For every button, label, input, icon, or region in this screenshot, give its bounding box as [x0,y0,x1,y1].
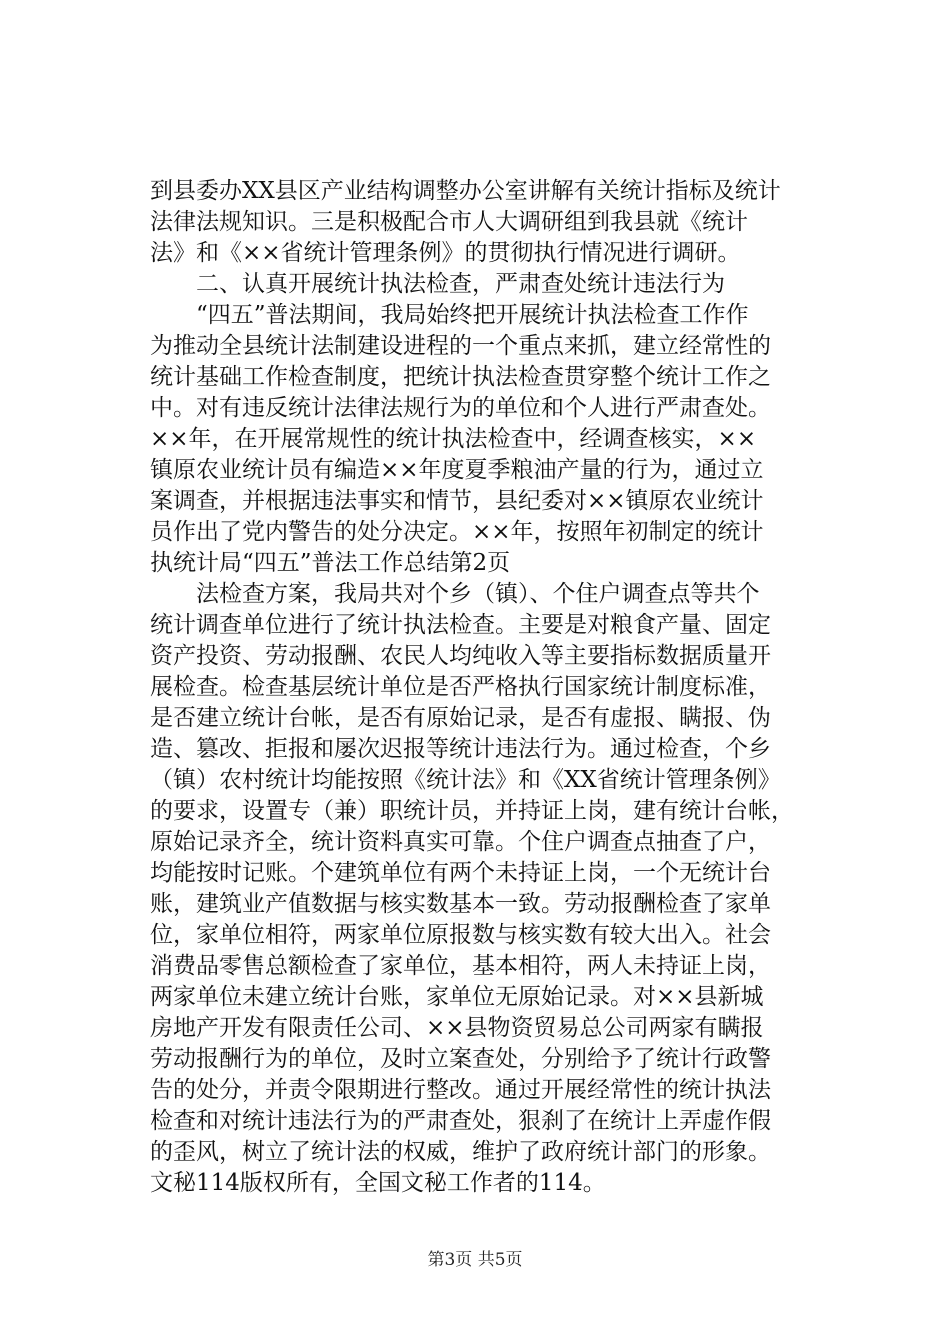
text-line: 告的处分，并责令限期进行整改。通过开展经常性的统计执法 [150,1077,771,1103]
text-line: 的要求，设置专（兼）职统计员，并持证上岗，建有统计台帐， [150,798,794,824]
text-line: 均能按时记账。个建筑单位有两个未持证上岗，一个无统计台 [150,860,771,886]
text-line: 两家单位未建立统计台账，家单位无原始记录。对××县新城 [150,984,764,1010]
text-line: 法》和《××省统计管理条例》的贯彻执行情况进行调研。 [150,240,741,266]
text-line: 原始记录齐全，统计资料真实可靠。个住户调查点抽查了户， [150,829,771,855]
text-line: 是否建立统计台帐，是否有原始记录，是否有虚报、瞒报、伪 [150,705,771,731]
text-line: 的歪风，树立了统计法的权威，维护了政府统计部门的形象。 [150,1139,771,1165]
text-line: 劳动报酬行为的单位，及时立案查处，分别给予了统计行政警 [150,1046,771,1072]
text-line: 镇原农业统计员有编造××年度夏季粮油产量的行为，通过立 [150,457,764,483]
text-line: 案调查，并根据违法事实和情节，县纪委对××镇原农业统计 [150,488,764,514]
text-line: 到县委办XX县区产业结构调整办公室讲解有关统计指标及统计 [150,178,781,204]
text-line: 消费品零售总额检查了家单位，基本相符，两人未持证上岗， [150,953,771,979]
text-line: 展检查。检查基层统计单位是否严格执行国家统计制度标准， [150,674,771,700]
text-line: 造、篡改、拒报和屡次迟报等统计违法行为。通过检查，个乡 [150,736,771,762]
text-line: 员作出了党内警告的处分决定。××年，按照年初制定的统计 [150,519,764,545]
text-line: 资产投资、劳动报酬、农民人均纯收入等主要指标数据质量开 [150,643,771,669]
body-text [150,176,820,1199]
text-line: 法律法规知识。三是积极配合市人大调研组到我县就《统计 [150,209,748,235]
text-line: 统计调查单位进行了统计执法检查。主要是对粮食产量、固定 [150,612,771,638]
text-line: 执统计局“四五”普法工作总结第2页 [150,550,511,576]
text-line: ××年，在开展常规性的统计执法检查中，经调查核实，×× [150,426,757,452]
text-line: 房地产开发有限责任公司、××县物资贸易总公司两家有瞒报 [150,1015,764,1041]
text-line: 为推动全县统计法制建设进程的一个重点来抓，建立经常性的 [150,333,771,359]
text-line: 检查和对统计违法行为的严肃查处，狠刹了在统计上弄虚作假 [150,1108,771,1134]
text-line: “四五”普法期间，我局始终把开展统计执法检查工作作 [150,302,749,328]
page-number-footer: 第3页 共5页 [427,1250,523,1270]
text-line: 统计基础工作检查制度，把统计执法检查贯穿整个统计工作之 [150,364,771,390]
text-line: 文秘114版权所有，全国文秘工作者的114。 [150,1170,606,1196]
text-line: 账，建筑业产值数据与核实数基本一致。劳动报酬检查了家单 [150,891,771,917]
section-heading: 二、认真开展统计执法检查，严肃查处统计违法行为 [150,271,725,297]
text-line: 中。对有违反统计法律法规行为的单位和个人进行严肃查处。 [150,395,771,421]
text-line: 法检查方案，我局共对个乡（镇）、个住户调查点等共个 [150,581,760,607]
text-line: 位，家单位相符，两家单位原报数与核实数有较大出入。社会 [150,922,771,948]
text-line: （镇）农村统计均能按照《统计法》和《XX省统计管理条例》 [150,767,781,793]
